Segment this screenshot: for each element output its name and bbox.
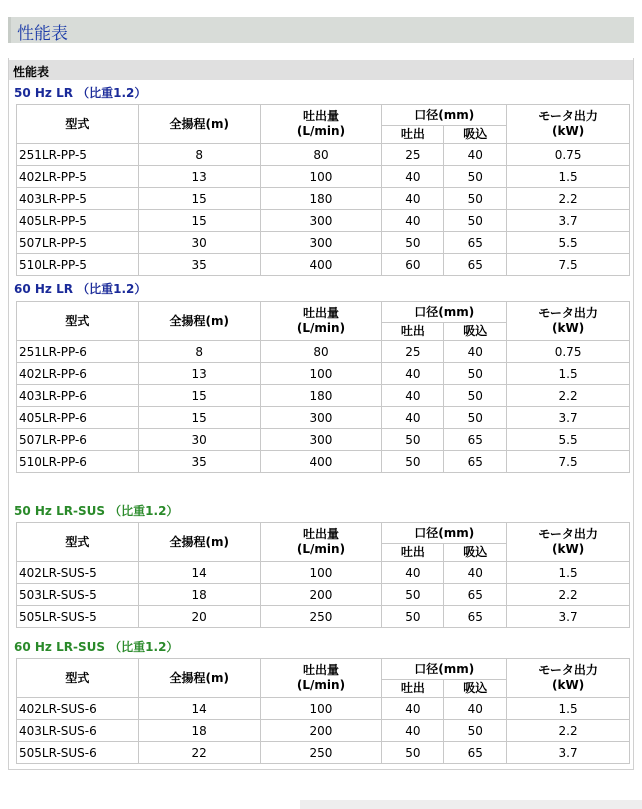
table-row	[17, 232, 630, 254]
cell-bore-in: 40	[444, 144, 507, 166]
table-row	[17, 210, 630, 232]
cell-flow: 80	[261, 144, 383, 166]
page-title: 性能表	[17, 24, 68, 44]
cell-motor: 3.7	[507, 407, 630, 429]
header-bore-out: 吐出	[382, 680, 444, 698]
table-row	[17, 341, 630, 363]
cell-bore-in: 50	[444, 363, 507, 385]
header-flow-line2: (L/min)	[296, 124, 346, 138]
cell-motor: 2.2	[507, 584, 630, 606]
header-flow-line1: 吐出量	[302, 527, 339, 541]
cell-bore-in: 50	[444, 188, 507, 210]
cell-head: 15	[139, 385, 261, 407]
cell-motor: 5.5	[507, 232, 630, 254]
cell-flow: 100	[261, 698, 383, 720]
cell-bore-in: 40	[444, 341, 507, 363]
table-row	[17, 584, 630, 606]
table-row	[17, 720, 630, 742]
cell-motor: 5.5	[507, 429, 630, 451]
spec-table-50hz-lr-sus	[16, 522, 630, 628]
cell-bore-out: 40	[382, 720, 444, 742]
bottom-strip	[300, 800, 642, 809]
header-motor-line2: (kW)	[552, 678, 585, 692]
table-row	[17, 407, 630, 429]
cell-bore-out: 40	[382, 210, 444, 232]
cell-motor: 1.5	[507, 698, 630, 720]
header-flow	[261, 302, 383, 341]
cell-bore-in: 50	[444, 407, 507, 429]
cell-model: 251LR-PP-6	[17, 341, 139, 363]
cell-bore-in: 65	[444, 742, 507, 764]
cell-model: 403LR-SUS-6	[17, 720, 139, 742]
cell-bore-out: 40	[382, 166, 444, 188]
header-model: 型式	[17, 659, 139, 698]
cell-bore-in: 65	[444, 232, 507, 254]
table-title-50hz-lr: 50 Hz LR （比重1.2）	[14, 86, 147, 100]
header-bore: 口径(mm)	[382, 105, 507, 126]
cell-head: 15	[139, 210, 261, 232]
cell-head: 15	[139, 188, 261, 210]
cell-head: 13	[139, 363, 261, 385]
cell-model: 510LR-PP-5	[17, 254, 139, 276]
cell-head: 22	[139, 742, 261, 764]
header-model: 型式	[17, 302, 139, 341]
cell-model: 403LR-PP-6	[17, 385, 139, 407]
cell-head: 14	[139, 562, 261, 584]
cell-motor: 3.7	[507, 606, 630, 628]
cell-flow: 180	[261, 385, 383, 407]
header-motor	[507, 302, 630, 341]
cell-model: 251LR-PP-5	[17, 144, 139, 166]
cell-bore-in: 50	[444, 385, 507, 407]
header-flow-line2: (L/min)	[296, 678, 346, 692]
cell-bore-in: 40	[444, 562, 507, 584]
cell-bore-out: 40	[382, 385, 444, 407]
cell-bore-out: 40	[382, 698, 444, 720]
cell-bore-in: 65	[444, 429, 507, 451]
cell-motor: 2.2	[507, 720, 630, 742]
header-motor	[507, 523, 630, 562]
table-row	[17, 166, 630, 188]
header-bore-in: 吸込	[444, 680, 507, 698]
cell-head: 35	[139, 451, 261, 473]
table-row	[17, 606, 630, 628]
header-motor-line2: (kW)	[552, 124, 585, 138]
header-motor-line1: モータ出力	[538, 527, 598, 541]
cell-motor: 7.5	[507, 254, 630, 276]
header-flow-line2: (L/min)	[296, 542, 346, 556]
cell-bore-out: 60	[382, 254, 444, 276]
cell-model: 402LR-SUS-5	[17, 562, 139, 584]
cell-head: 30	[139, 429, 261, 451]
cell-head: 14	[139, 698, 261, 720]
cell-flow: 250	[261, 606, 383, 628]
cell-bore-out: 25	[382, 341, 444, 363]
cell-head: 35	[139, 254, 261, 276]
cell-motor: 1.5	[507, 166, 630, 188]
header-head: 全揚程(m)	[139, 302, 261, 341]
header-bore: 口径(mm)	[382, 659, 507, 680]
section-header-bar	[9, 60, 633, 80]
header-bore-out: 吐出	[382, 544, 444, 562]
cell-flow: 80	[261, 341, 383, 363]
cell-flow: 250	[261, 742, 383, 764]
header-flow	[261, 105, 383, 144]
cell-head: 18	[139, 584, 261, 606]
cell-bore-out: 40	[382, 407, 444, 429]
cell-motor: 7.5	[507, 451, 630, 473]
header-motor-line2: (kW)	[552, 542, 585, 556]
header-motor-line2: (kW)	[552, 321, 585, 335]
cell-head: 8	[139, 341, 261, 363]
table-row	[17, 562, 630, 584]
header-bore: 口径(mm)	[382, 302, 507, 323]
cell-head: 8	[139, 144, 261, 166]
cell-bore-in: 40	[444, 698, 507, 720]
table-row	[17, 385, 630, 407]
cell-model: 503LR-SUS-5	[17, 584, 139, 606]
table-row	[17, 363, 630, 385]
cell-flow: 180	[261, 188, 383, 210]
header-model: 型式	[17, 523, 139, 562]
header-flow-line2: (L/min)	[296, 321, 346, 335]
cell-flow: 300	[261, 407, 383, 429]
table-title-60hz-lr-sus: 60 Hz LR-SUS （比重1.2）	[14, 640, 179, 654]
table-row	[17, 144, 630, 166]
cell-head: 20	[139, 606, 261, 628]
cell-model: 402LR-PP-5	[17, 166, 139, 188]
cell-head: 18	[139, 720, 261, 742]
cell-bore-in: 50	[444, 166, 507, 188]
header-flow-line1: 吐出量	[302, 663, 339, 677]
cell-bore-in: 65	[444, 254, 507, 276]
cell-bore-out: 50	[382, 429, 444, 451]
cell-flow: 400	[261, 254, 383, 276]
cell-flow: 100	[261, 363, 383, 385]
cell-bore-in: 65	[444, 584, 507, 606]
cell-flow: 400	[261, 451, 383, 473]
cell-model: 510LR-PP-6	[17, 451, 139, 473]
cell-model: 505LR-SUS-5	[17, 606, 139, 628]
cell-head: 13	[139, 166, 261, 188]
header-flow-line1: 吐出量	[302, 306, 339, 320]
cell-head: 15	[139, 407, 261, 429]
cell-model: 402LR-SUS-6	[17, 698, 139, 720]
cell-motor: 0.75	[507, 144, 630, 166]
header-bore-in: 吸込	[444, 323, 507, 341]
table-row	[17, 742, 630, 764]
cell-model: 405LR-PP-5	[17, 210, 139, 232]
cell-flow: 100	[261, 562, 383, 584]
cell-flow: 300	[261, 429, 383, 451]
content-frame	[8, 58, 634, 770]
spec-table-60hz-lr-sus	[16, 658, 630, 764]
header-motor-line1: モータ出力	[538, 109, 598, 123]
table-row	[17, 429, 630, 451]
cell-model: 403LR-PP-5	[17, 188, 139, 210]
cell-bore-out: 50	[382, 584, 444, 606]
header-motor-line1: モータ出力	[538, 306, 598, 320]
header-bore-in: 吸込	[444, 126, 507, 144]
cell-motor: 2.2	[507, 188, 630, 210]
spec-table-50hz-lr	[16, 104, 630, 276]
table-title-50hz-lr-sus: 50 Hz LR-SUS （比重1.2）	[14, 504, 179, 518]
cell-motor: 3.7	[507, 210, 630, 232]
cell-bore-out: 50	[382, 232, 444, 254]
header-bore-out: 吐出	[382, 126, 444, 144]
cell-flow: 200	[261, 720, 383, 742]
header-flow-line1: 吐出量	[302, 109, 339, 123]
cell-flow: 300	[261, 210, 383, 232]
header-head: 全揚程(m)	[139, 523, 261, 562]
cell-motor: 1.5	[507, 562, 630, 584]
cell-motor: 2.2	[507, 385, 630, 407]
cell-model: 405LR-PP-6	[17, 407, 139, 429]
header-flow	[261, 523, 383, 562]
cell-bore-out: 50	[382, 606, 444, 628]
header-motor-line1: モータ出力	[538, 663, 598, 677]
header-bore: 口径(mm)	[382, 523, 507, 544]
header-motor	[507, 105, 630, 144]
cell-bore-in: 65	[444, 606, 507, 628]
cell-model: 507LR-PP-5	[17, 232, 139, 254]
cell-bore-out: 40	[382, 363, 444, 385]
table-row	[17, 254, 630, 276]
cell-bore-in: 50	[444, 210, 507, 232]
cell-head: 30	[139, 232, 261, 254]
header-bore-out: 吐出	[382, 323, 444, 341]
cell-motor: 0.75	[507, 341, 630, 363]
cell-bore-out: 25	[382, 144, 444, 166]
header-model: 型式	[17, 105, 139, 144]
cell-flow: 100	[261, 166, 383, 188]
cell-model: 402LR-PP-6	[17, 363, 139, 385]
cell-bore-out: 40	[382, 188, 444, 210]
cell-motor: 1.5	[507, 363, 630, 385]
header-head: 全揚程(m)	[139, 105, 261, 144]
cell-motor: 3.7	[507, 742, 630, 764]
cell-bore-out: 40	[382, 562, 444, 584]
table-row	[17, 451, 630, 473]
cell-bore-in: 65	[444, 451, 507, 473]
header-head: 全揚程(m)	[139, 659, 261, 698]
section-header: 性能表	[13, 65, 50, 79]
header-motor	[507, 659, 630, 698]
header-flow	[261, 659, 383, 698]
cell-bore-out: 50	[382, 451, 444, 473]
cell-flow: 200	[261, 584, 383, 606]
table-row	[17, 698, 630, 720]
spec-table-60hz-lr	[16, 301, 630, 473]
table-title-60hz-lr: 60 Hz LR （比重1.2）	[14, 282, 147, 296]
cell-bore-in: 50	[444, 720, 507, 742]
cell-flow: 300	[261, 232, 383, 254]
cell-model: 507LR-PP-6	[17, 429, 139, 451]
cell-bore-out: 50	[382, 742, 444, 764]
table-row	[17, 188, 630, 210]
header-bore-in: 吸込	[444, 544, 507, 562]
page-title-bar	[8, 17, 634, 43]
cell-model: 505LR-SUS-6	[17, 742, 139, 764]
